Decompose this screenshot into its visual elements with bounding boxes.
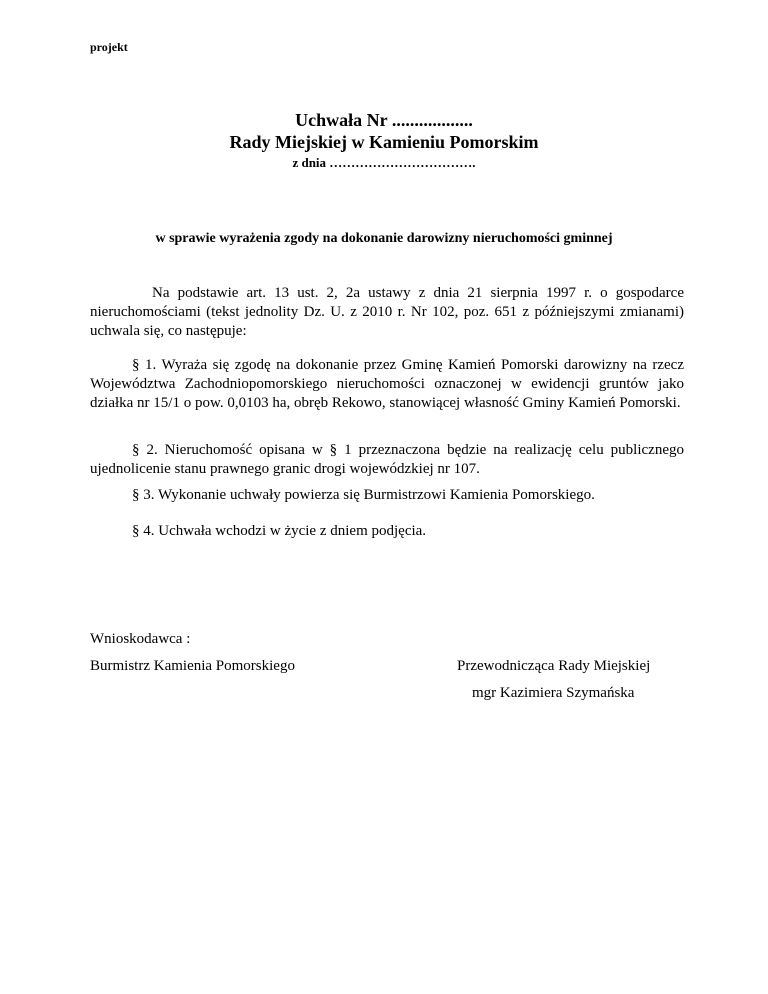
section-3 xyxy=(90,486,684,505)
chair-name: mgr Kazimiera Szymańska xyxy=(472,685,635,701)
legal-basis-text: Na podstawie art. 13 ust. 2, 2a ustawy z dnia 21 sierpnia 1997 r. o gospodarce nieruchomościami (tekst jednolity Dz. U. z 2010 r. Nr 102, poz. 651 z późniejszymi zmianami) uchwala się, co następuje: xyxy=(90,285,684,339)
section-2-text: § 2. Nieruchomość opisana w § 1 przeznaczona będzie na realizację celu publicznego ujednolicenie stanu prawnego granic drogi wojewódzkiej nr 107. xyxy=(90,442,684,477)
section-4 xyxy=(90,522,684,541)
chair-title: Przewodnicząca Rady Miejskiej xyxy=(457,658,651,674)
council-name: Rady Miejskiej w Kamieniu Pomorskim xyxy=(229,132,539,152)
section-4-text: § 4. Uchwała wchodzi w życie z dniem podjęcia. xyxy=(132,523,427,539)
resolution-subject: w sprawie wyrażenia zgody na dokonanie darowizny nieruchomości gminnej xyxy=(155,231,613,246)
applicant-name: Burmistrz Kamienia Pomorskiego xyxy=(90,658,295,674)
draft-label: projekt xyxy=(90,40,128,54)
applicant-label: Wnioskodawca : xyxy=(90,631,191,647)
section-3-text: § 3. Wykonanie uchwały powierza się Burmistrzowi Kamienia Pomorskiego. xyxy=(132,487,595,503)
section-2 xyxy=(90,441,684,479)
section-1 xyxy=(90,356,684,413)
legal-basis-paragraph xyxy=(90,284,684,341)
resolution-number: Uchwała Nr .................. xyxy=(295,110,473,130)
resolution-date: z dnia ……………………………. xyxy=(292,155,476,170)
section-1-text: § 1. Wyraża się zgodę na dokonanie przez Gminę Kamień Pomorski darowizny na rzecz Województwa Zachodniopomorskiego nieruchomości oznaczonej w ewidencji gruntów jako działka nr 15/1 o pow. 0,0103 ha, obręb Rekowo, stanowiącej własność Gminy Kamień Pomorski. xyxy=(90,357,684,411)
